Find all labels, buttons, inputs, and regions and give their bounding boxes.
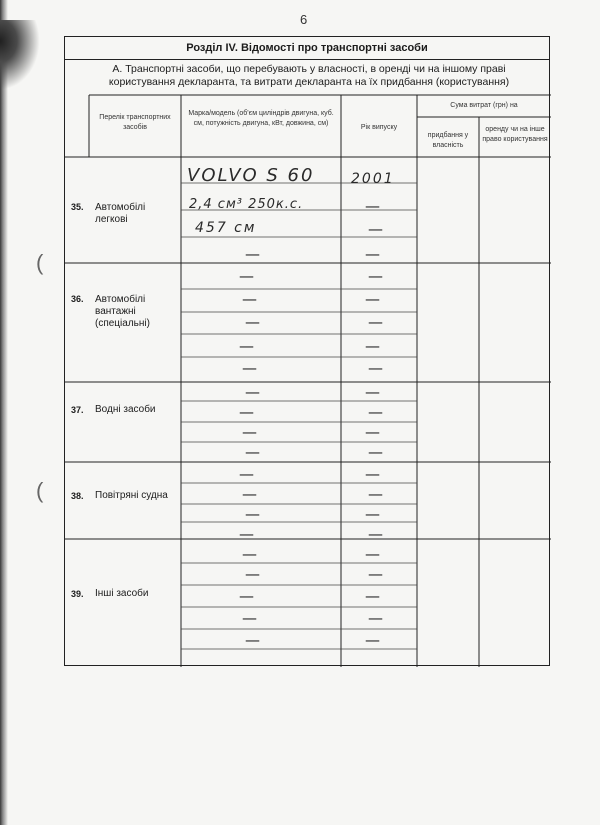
row-number: 37. [71, 405, 84, 415]
col-header-purchase: придбання у власність [427, 132, 469, 149]
row-label-air: Повітряні судна [95, 490, 168, 501]
dash-mark: — [239, 465, 254, 483]
row-label-cars: Автомобілі легкові [95, 202, 146, 225]
col-header-expenses: Сума витрат (грн) на [450, 102, 518, 109]
transport-table [64, 36, 550, 666]
dash-mark: — [368, 403, 383, 421]
handwritten-car-engine: 2,4 см³ 250к.с. [189, 197, 304, 212]
dash-mark: — [239, 267, 254, 285]
dash-mark: — [365, 465, 380, 483]
dash-mark: — [239, 403, 254, 421]
dash-mark: — [242, 485, 257, 503]
dash-mark: — [365, 290, 380, 308]
row-label-other: Інші засоби [95, 588, 149, 599]
dash-mark: — [368, 443, 383, 461]
dash-mark: — [245, 565, 260, 583]
dash-mark: — [242, 423, 257, 441]
dash-mark: — [365, 423, 380, 441]
dash-mark: — [245, 383, 260, 401]
dash-mark: — [242, 545, 257, 563]
col-header-model: Марка/модель (об'єм циліндрів двигуна, куб. см, потужність двигуна, кВт, довжина, см) [188, 110, 334, 127]
dash-mark: — [245, 313, 260, 331]
col-header-rent: оренду чи на інше право користування [482, 126, 548, 143]
dash-mark: — [365, 383, 380, 401]
col-header-list: Перелік транспортних засобів [99, 114, 171, 131]
staple-mark: ( [36, 250, 44, 275]
dash-mark: — [368, 220, 383, 238]
handwritten-car-length: 457 см [195, 220, 257, 236]
section-title: Розділ IV. Відомості про транспортні засоби [65, 37, 549, 60]
staple-mark: ( [36, 478, 44, 503]
dash-mark: — [245, 245, 260, 263]
dash-mark: — [365, 197, 380, 215]
dash-mark: — [365, 245, 380, 263]
page-number: 6 [300, 12, 308, 27]
dash-mark: — [245, 631, 260, 649]
dash-mark: — [368, 313, 383, 331]
dash-mark: — [368, 565, 383, 583]
row-label-trucks: Автомобілі вантажні (спеціальні) [95, 294, 150, 329]
dash-mark: — [368, 525, 383, 543]
dash-mark: — [239, 587, 254, 605]
dash-mark: — [365, 337, 380, 355]
row-number: 38. [71, 491, 84, 501]
dash-mark: — [365, 545, 380, 563]
handwritten-car-year: 2001 [351, 171, 395, 187]
scan-corner-shadow [0, 20, 40, 90]
scan-edge-shadow [0, 0, 8, 825]
dash-mark: — [368, 267, 383, 285]
dash-mark: — [242, 609, 257, 627]
row-number: 35. [71, 202, 84, 212]
dash-mark: — [242, 359, 257, 377]
row-number: 36. [71, 294, 84, 304]
row-label-water: Водні засоби [95, 404, 156, 415]
row-number: 39. [71, 589, 84, 599]
dash-mark: — [365, 505, 380, 523]
dash-mark: — [245, 443, 260, 461]
dash-mark: — [242, 290, 257, 308]
dash-mark: — [368, 609, 383, 627]
col-header-year: Рік випуску [360, 124, 398, 131]
dash-mark: — [365, 631, 380, 649]
dash-mark: — [239, 525, 254, 543]
handwritten-car-model: VOLVO S 60 [187, 165, 315, 186]
dash-mark: — [239, 337, 254, 355]
dash-mark: — [368, 485, 383, 503]
dash-mark: — [368, 359, 383, 377]
dash-mark: — [245, 505, 260, 523]
dash-mark: — [365, 587, 380, 605]
section-subheading: А. Транспортні засоби, що перебувають у власності, в оренді чи на іншому праві користування декларанта, та витрати декларанта на їх придбання (користування) [108, 63, 510, 88]
